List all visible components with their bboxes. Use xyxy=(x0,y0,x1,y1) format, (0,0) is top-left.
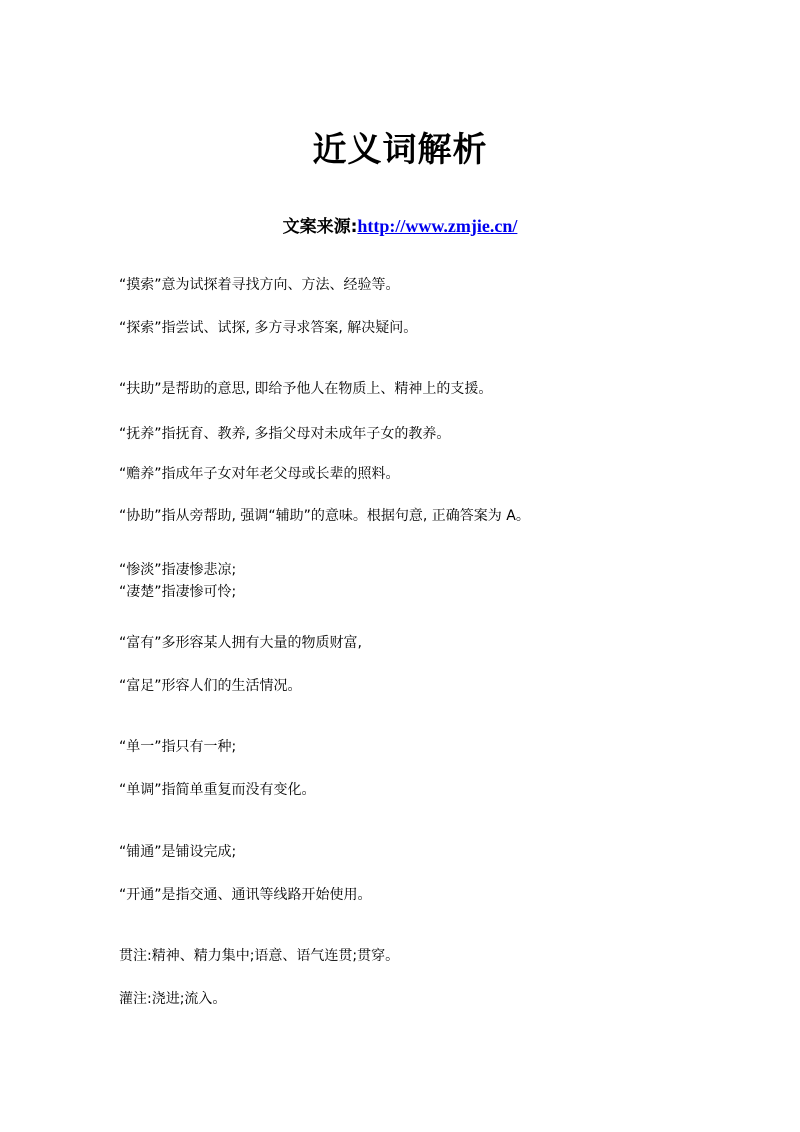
text-line: 贯注:精神、精力集中;语意、语气连贯;贯穿。 xyxy=(119,948,400,964)
text-line: “赡养”指成年子女对年老父母或长辈的照料。 xyxy=(119,466,400,482)
text-line: “摸索”意为试探着寻找方向、方法、经验等。 xyxy=(119,277,400,293)
text-line: “抚养”指抚育、教养, 多指父母对未成年子女的教养。 xyxy=(119,426,451,442)
source-line xyxy=(0,213,800,240)
text-line: “富有”多形容某人拥有大量的物质财富, xyxy=(119,635,362,651)
text-line: “单调”指简单重复而没有变化。 xyxy=(119,782,316,798)
text-line: 灌注:浇进;流入。 xyxy=(119,991,227,1007)
text-line: “富足”形容人们的生活情况。 xyxy=(119,678,302,694)
text-line: “协助”指从旁帮助, 强调“辅助”的意味。根据句意, 正确答案为 A。 xyxy=(119,508,530,524)
text-line: “开通”是指交通、通讯等线路开始使用。 xyxy=(119,887,372,903)
source-link[interactable]: http://www.zmjie.cn/ xyxy=(357,216,518,236)
text-line: “惨淡”指凄惨悲凉; xyxy=(119,562,237,578)
text-line: “扶助”是帮助的意思, 即给予他人在物质上、精神上的支援。 xyxy=(119,381,493,397)
document-title: 近义词解析 xyxy=(312,130,488,170)
text-line: “凄楚”指凄惨可怜; xyxy=(119,584,237,600)
text-line: “单一”指只有一种; xyxy=(119,739,237,755)
text-line: “探索”指尝试、试探, 多方寻求答案, 解决疑问。 xyxy=(119,320,418,336)
source-label: 文案来源: xyxy=(282,217,358,237)
text-line: “铺通”是铺设完成; xyxy=(119,844,237,860)
